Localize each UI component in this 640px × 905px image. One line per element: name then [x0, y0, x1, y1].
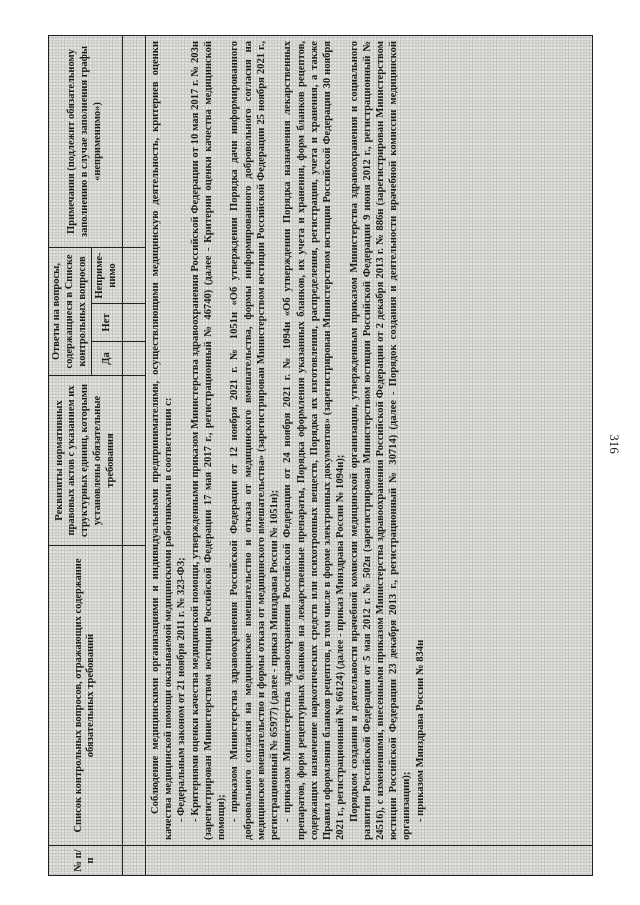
rotated-table-container — [48, 36, 593, 876]
header-requisites: Реквизиты нормативных правовых актов с указанием их структурных единиц, которыми установлены обязательные требования — [49, 376, 123, 546]
content-item: - приказом Министерства здравоохранения Российской Федерации от 12 ноября 2021 г. № 1051н «Об утверждении Порядка дачи информированного добровольного согласия на медицинское вмешательство и отказа от медицинского вмешательства, формы информированного добровольного согласия на медицинское вмешательство и формы отказа от медицинского вмешательства» (зарегистрирован Министерством юстиции Российской Федерации 25 ноября 2021 г., регистрационный № 65977) (далее - приказ Минздрава России № 1051н); — [229, 41, 281, 840]
header-list: Список контрольных вопросов, отражающих содержание обязательных требований — [49, 546, 123, 846]
content-item: - Федеральным законом от 21 ноября 2011 г. № 323-ФЗ; — [176, 557, 188, 822]
header-na: Неприме-нимо — [92, 248, 123, 304]
header-num: № п/п — [49, 846, 123, 876]
header-yes: Да — [92, 342, 123, 376]
header-note: Примечания (подлежит обязательному заполнению в случае заполнения графы «неприменимо») — [49, 36, 123, 248]
header-answers: Ответы на вопросы, содержащиеся в Списке контрольных вопросов — [49, 248, 92, 376]
content-row — [145, 36, 592, 876]
content-item: - приказом Минздрава России № 834н — [414, 639, 426, 822]
header-row-1 — [49, 36, 92, 876]
requirements-table — [48, 35, 593, 876]
page-number: 316 — [606, 434, 622, 454]
header-no: Нет — [92, 304, 123, 342]
content-item: - приказом Министерства здравоохранения Российской Федерации от 24 ноября 2021 г. № 1094н «Об утверждении Порядка назначения лекарственных препаратов, форм рецептурных бланков на лекарственные препараты, Порядка оформления указанных бланков, их учета и хранения, форм бланков рецептов, содержащих назначение наркотических средств или психотропных веществ, Порядка их изготовления, распределения, регистрации, учета и хранения, а также Правил оформления бланков рецептов, в том числе в форме электронных документов» (зарегистрирован Министерством юстиции Российской Федерации 30 ноября 2021 г., регистрационный № 66124) (далее - приказ Минздрава России № 1094н); — [282, 41, 347, 840]
content-item: - Критериями оценки качества медицинской помощи, утвержденными приказом Министерства здравоохранения Российской Федерации от 10 мая 2017 г. № 203н (зарегистрирован Министерством юстиции Российской Федерации 17 мая 2017 г., регистрационный № 46740) (далее - Критерии оценки качества медицинской помощи); — [189, 41, 228, 840]
content-item: Порядком создания и деятельности врачебной комиссии медицинской организации, утвержденным приказом Министерства здравоохранения и социального развития Российской Федерации от 5 мая 2012 г. № 502н (зарегистрирован Министерством юстиции Российской Федерации 9 июня 2012 г., регистрационный № 24516), с изменениями, внесенными приказом Министерства здравоохранения Российской Федерации от 2 декабря 2013 г. № 886н (зарегистрирован Министерством юстиции Российской Федерации 23 декабря 2013 г., регистрационный № 30714) (далее - Порядок создания и деятельности врачебной комиссии медицинской организации); — [348, 41, 413, 840]
content-heading: Соблюдение медицинскими организациями и индивидуальными предпринимателями, осуществляющими медицинскую деятельность, критериев оценки качества медицинской помощи оказываемой медицинскими работниками в соответствии с: — [149, 41, 175, 840]
content-cell — [145, 36, 592, 846]
blank-row — [122, 36, 145, 876]
